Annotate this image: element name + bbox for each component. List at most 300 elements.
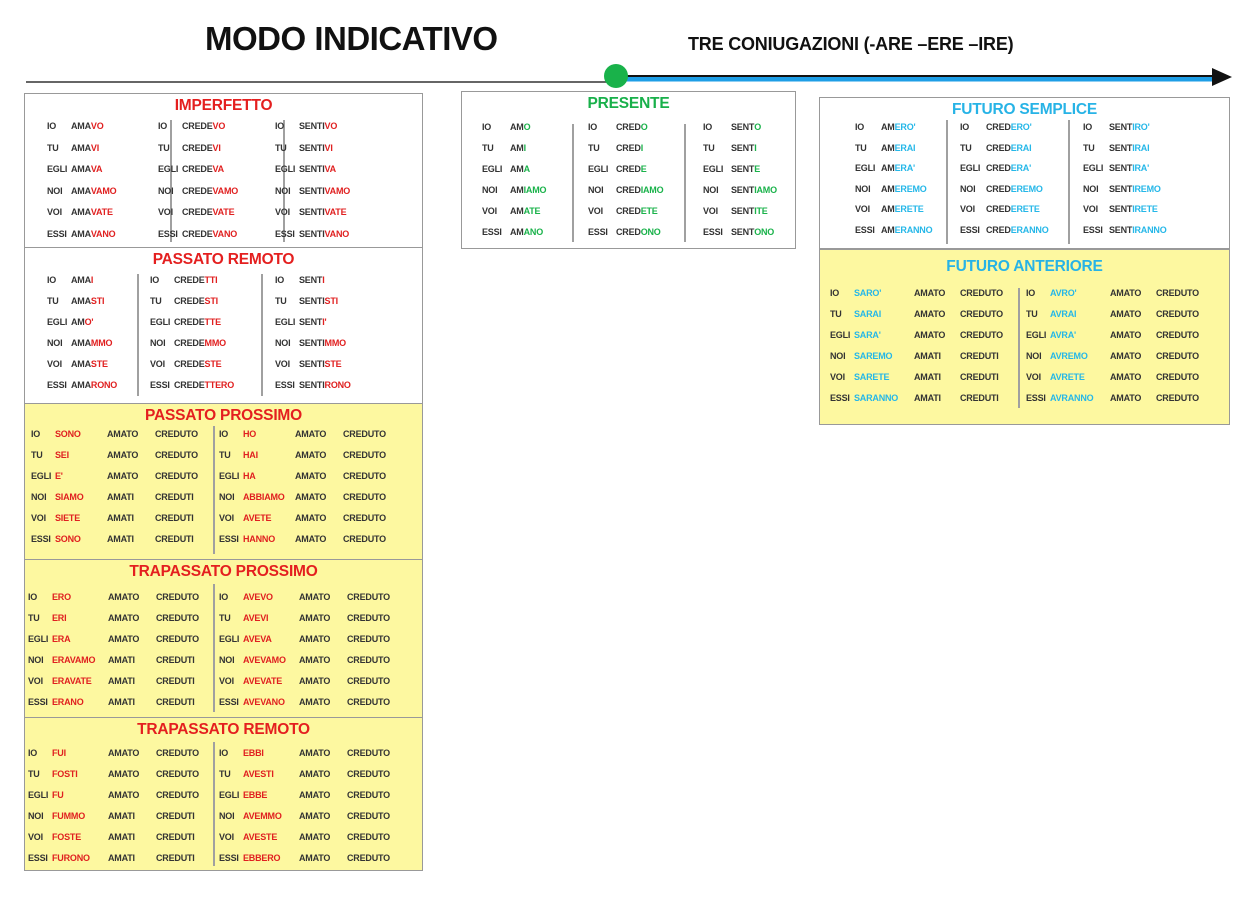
pronoun: ESSI — [219, 853, 239, 863]
verb-ending: ERA' — [1010, 163, 1032, 173]
conjugation-row — [588, 185, 663, 195]
conjugation-row — [150, 317, 221, 327]
conjugation-row — [1026, 309, 1199, 319]
verb-ending: ERO' — [894, 122, 916, 132]
verb-ending: ANO — [523, 227, 544, 237]
verb-ending: VAMO — [90, 185, 117, 196]
participle: AMATO — [108, 748, 140, 758]
verb-stem: CRED — [986, 224, 1011, 235]
imperfetto-box — [24, 93, 423, 248]
conjugation-row — [47, 164, 102, 174]
verb-ending: VANO — [90, 228, 116, 239]
pronoun: IO — [588, 122, 598, 132]
verb-ending: VA — [90, 164, 103, 174]
verb-ending: IREMO — [1132, 183, 1161, 194]
participle-alt: CREDUTO — [343, 429, 386, 439]
conjugation-row — [219, 534, 386, 544]
pronoun: ESSI — [588, 227, 608, 237]
pronoun: EGLI — [219, 634, 240, 644]
auxiliary-verb: SIETE — [55, 513, 81, 523]
conjugation-row — [47, 143, 99, 153]
verb-ending: VATE — [324, 207, 347, 217]
divider — [261, 274, 263, 396]
auxiliary-verb: FU — [52, 790, 64, 800]
participle: AMATO — [914, 330, 946, 340]
conjugation-row — [219, 853, 390, 863]
conjugation-row — [158, 186, 238, 196]
auxiliary-verb: ERO — [52, 592, 71, 602]
verb-stem: SENT — [1109, 122, 1133, 132]
pronoun: ESSI — [47, 228, 67, 239]
conjugation-row — [482, 122, 530, 132]
participle-alt: CREDUTO — [155, 471, 198, 481]
presente-box — [461, 91, 796, 249]
timeline-arrowhead — [1212, 68, 1232, 86]
pronoun: NOI — [219, 655, 235, 665]
pronoun: EGLI — [219, 790, 240, 800]
pronoun: ESSI — [1083, 224, 1103, 235]
conjugation-row — [28, 697, 195, 707]
participle: AMATO — [299, 613, 331, 623]
conjugation-row — [219, 811, 390, 821]
pronoun: IO — [47, 275, 57, 285]
passato-prossimo-title: PASSATO PROSSIMO — [145, 407, 302, 424]
verb-stem: AMA — [71, 296, 91, 306]
verb-stem: AM — [510, 185, 524, 195]
pronoun: VOI — [219, 676, 234, 686]
participle-alt: CREDUTO — [155, 450, 198, 460]
pronoun: VOI — [219, 832, 234, 842]
verb-stem: AM — [881, 183, 895, 194]
auxiliary-verb: ERI — [52, 613, 67, 623]
verb-stem: CRED — [986, 142, 1011, 153]
auxiliary-verb: SONO — [55, 429, 81, 439]
verb-ending: IRO' — [1132, 122, 1150, 132]
conjugation-row — [275, 186, 350, 196]
pronoun: TU — [47, 142, 59, 153]
pronoun: VOI — [1083, 204, 1098, 214]
conjugation-row — [588, 227, 661, 237]
verb-stem: AM — [510, 227, 524, 237]
pronoun: NOI — [28, 655, 44, 665]
verb-stem: AM — [510, 122, 524, 132]
pronoun: VOI — [31, 513, 46, 523]
conjugation-row — [31, 450, 198, 460]
auxiliary-verb: AVREMO — [1050, 351, 1088, 361]
verb-stem: SENTI — [299, 164, 325, 174]
auxiliary-verb: FUI — [52, 748, 66, 758]
auxiliary-verb: FUMMO — [52, 811, 85, 821]
verb-ending: VAMO — [212, 185, 239, 196]
participle-alt: CREDUTO — [347, 832, 390, 842]
conjugation-row — [275, 121, 337, 131]
pronoun: TU — [482, 143, 494, 153]
conjugation-row — [31, 492, 194, 502]
verb-ending: IAMO — [523, 185, 547, 195]
conjugation-row — [703, 206, 768, 216]
pronoun: NOI — [703, 185, 719, 195]
pronoun: IO — [219, 429, 229, 439]
conjugation-row — [219, 790, 390, 800]
auxiliary-verb: EBBE — [243, 790, 268, 800]
verb-ending: TTERO — [204, 380, 235, 390]
conjugation-row — [47, 338, 112, 348]
presente-title: PRESENTE — [587, 95, 670, 112]
participle: AMATI — [108, 655, 135, 665]
verb-ending: ERETE — [894, 204, 924, 214]
verb-stem: SENTI — [299, 380, 325, 390]
verb-stem: CREDE — [182, 228, 213, 239]
verb-stem: SENT — [731, 143, 755, 153]
verb-ending: STE — [324, 359, 342, 369]
auxiliary-verb: EBBERO — [243, 853, 281, 863]
participle-alt: CREDUTO — [343, 534, 386, 544]
imperfetto-title: IMPERFETTO — [174, 97, 273, 114]
verb-stem: CREDE — [174, 359, 205, 369]
participle-alt: CREDUTO — [156, 613, 199, 623]
verb-stem: SENTI — [299, 121, 325, 131]
pronoun: NOI — [855, 183, 871, 194]
participle-alt: CREDUTO — [343, 450, 386, 460]
conjugation-row — [31, 513, 194, 523]
verb-stem: CREDE — [182, 164, 213, 174]
participle: AMATO — [914, 288, 946, 298]
futuro-semplice-box — [819, 97, 1230, 249]
verb-stem: AMA — [71, 121, 91, 131]
verb-stem: SENT — [731, 206, 755, 216]
present-marker — [604, 64, 628, 88]
participle: AMATO — [299, 769, 331, 779]
participle: AMATO — [295, 429, 327, 439]
verb-ending: ERAI — [1010, 142, 1032, 153]
participle: AMATO — [107, 471, 139, 481]
auxiliary-verb: AVESTI — [243, 769, 274, 779]
pronoun: IO — [855, 122, 865, 132]
divider — [213, 426, 215, 554]
participle: AMATI — [108, 853, 135, 863]
conjugation-row — [150, 275, 217, 285]
pronoun: TU — [703, 143, 715, 153]
pronoun: NOI — [482, 185, 498, 195]
participle-alt: CREDUTI — [156, 832, 195, 842]
conjugation-row — [855, 163, 915, 173]
auxiliary-verb: AVEMMO — [243, 811, 282, 821]
conjugation-row — [47, 229, 115, 239]
conjugation-row — [275, 380, 351, 390]
conjugation-row — [960, 143, 1031, 153]
verb-stem: SENT — [299, 317, 323, 327]
verb-stem: AMA — [71, 275, 91, 285]
participle-alt: CREDUTO — [156, 634, 199, 644]
verb-ending: ONO — [640, 227, 661, 237]
conjugation-row — [158, 121, 225, 131]
verb-ending: O — [523, 122, 531, 132]
pronoun: TU — [219, 450, 231, 460]
auxiliary-verb: ABBIAMO — [243, 492, 285, 502]
pronoun: IO — [150, 275, 160, 285]
verb-ending: I — [523, 143, 526, 153]
pronoun: VOI — [275, 359, 290, 369]
participle: AMATO — [1110, 330, 1142, 340]
verb-stem: CREDE — [174, 380, 205, 390]
pronoun: NOI — [47, 338, 63, 348]
pronoun: VOI — [28, 676, 43, 686]
conjugation-row — [275, 229, 349, 239]
pronoun: ESSI — [855, 224, 875, 235]
conjugation-row — [275, 275, 325, 285]
pronoun: ESSI — [158, 228, 178, 239]
pronoun: ESSI — [150, 380, 170, 390]
participle: AMATI — [914, 351, 941, 361]
pronoun: NOI — [1026, 351, 1042, 361]
pronoun: IO — [1026, 288, 1036, 298]
pronoun: ESSI — [703, 227, 723, 237]
auxiliary-verb: AVEVO — [243, 592, 273, 602]
pronoun: TU — [47, 296, 59, 306]
verb-ending: VI — [90, 142, 100, 153]
pronoun: IO — [28, 592, 38, 602]
auxiliary-verb: HAI — [243, 450, 258, 460]
conjugation-row — [960, 184, 1043, 194]
pronoun: EGLI — [482, 164, 503, 174]
pronoun: VOI — [47, 359, 62, 369]
pronoun: TU — [28, 769, 40, 779]
auxiliary-verb: EBBI — [243, 748, 264, 758]
verb-ending: TTI — [204, 275, 218, 285]
verb-ending: VATE — [212, 207, 235, 217]
pronoun: NOI — [275, 338, 291, 348]
pronoun: EGLI — [47, 164, 68, 174]
participle: AMATO — [108, 592, 140, 602]
verb-stem: AMA — [71, 380, 91, 390]
verb-ending: VA — [212, 164, 224, 174]
pronoun: VOI — [703, 206, 718, 216]
pronoun: VOI — [588, 206, 603, 216]
verb-ending: STE — [204, 359, 222, 369]
auxiliary-verb: SARO' — [854, 288, 882, 298]
participle-alt: CREDUTO — [347, 790, 390, 800]
pronoun: NOI — [219, 811, 235, 821]
verb-stem: SENTI — [299, 207, 325, 217]
verb-stem: CRED — [616, 227, 641, 237]
conjugation-row — [855, 122, 915, 132]
divider — [283, 120, 285, 242]
participle-alt: CREDUTO — [343, 492, 386, 502]
pronoun: IO — [31, 429, 41, 439]
conjugation-row — [1083, 204, 1158, 214]
pronoun: NOI — [31, 492, 47, 502]
verb-stem: SENT — [1109, 204, 1133, 214]
participle-alt: CREDUTI — [960, 351, 999, 361]
conjugation-row — [275, 296, 338, 306]
conjugation-row — [1026, 330, 1199, 340]
conjugation-row — [275, 164, 336, 174]
participle: AMATO — [295, 471, 327, 481]
pronoun: IO — [1083, 122, 1093, 132]
pronoun: NOI — [28, 811, 44, 821]
verb-ending: MMO — [90, 338, 113, 348]
conjugation-row — [219, 513, 386, 523]
conjugation-row — [150, 338, 226, 348]
pronoun: VOI — [855, 204, 870, 214]
divider — [572, 124, 574, 242]
conjugation-row — [28, 853, 195, 863]
verb-ending: E — [640, 164, 647, 174]
verb-ending: VI — [212, 142, 221, 153]
verb-ending: VATE — [90, 207, 113, 217]
divider — [946, 120, 948, 244]
pronoun: VOI — [150, 359, 165, 369]
pronoun: VOI — [482, 206, 497, 216]
trapassato-prossimo-title: TRAPASSATO PROSSIMO — [129, 563, 318, 580]
participle: AMATO — [299, 634, 331, 644]
pronoun: TU — [28, 613, 40, 623]
conjugation-row — [960, 204, 1040, 214]
verb-ending: VO — [90, 121, 104, 131]
conjugation-row — [47, 296, 104, 306]
pronoun: VOI — [28, 832, 43, 842]
conjugation-row — [482, 227, 543, 237]
pronoun: ESSI — [28, 697, 48, 707]
auxiliary-verb: AVEVI — [243, 613, 269, 623]
pronoun: ESSI — [219, 534, 239, 544]
verb-ending: IRA' — [1132, 163, 1150, 173]
auxiliary-verb: AVEVA — [243, 634, 272, 644]
pronoun: EGLI — [275, 164, 296, 174]
verb-stem: CRED — [986, 163, 1011, 173]
participle-alt: CREDUTO — [155, 429, 198, 439]
participle-alt: CREDUTO — [347, 811, 390, 821]
pronoun: NOI — [275, 185, 291, 196]
conjugation-row — [219, 676, 390, 686]
verb-ending: STE — [90, 359, 108, 369]
conjugation-row — [31, 534, 194, 544]
pronoun: ESSI — [960, 224, 980, 235]
participle-alt: CREDUTO — [1156, 330, 1199, 340]
participle-alt: CREDUTO — [347, 655, 390, 665]
participle: AMATO — [108, 613, 140, 623]
verb-ending: IRANNO — [1132, 224, 1167, 235]
conjugation-row — [855, 204, 924, 214]
verb-stem: AMA — [71, 359, 91, 369]
auxiliary-verb: SARA' — [854, 330, 881, 340]
verb-ending: I — [754, 143, 757, 153]
participle-alt: CREDUTO — [343, 513, 386, 523]
auxiliary-verb: AVRAI — [1050, 309, 1077, 319]
participle: AMATO — [299, 592, 331, 602]
verb-stem: CREDE — [182, 121, 213, 131]
conjugation-row — [1083, 225, 1167, 235]
pronoun: NOI — [960, 183, 976, 194]
participle: AMATI — [107, 492, 134, 502]
pronoun: EGLI — [28, 790, 49, 800]
participle: AMATO — [107, 450, 139, 460]
verb-stem: AM — [881, 142, 895, 153]
auxiliary-verb: AVRA' — [1050, 330, 1076, 340]
conjugation-row — [28, 655, 195, 665]
participle-alt: CREDUTI — [156, 811, 195, 821]
pronoun: NOI — [588, 185, 604, 195]
verb-ending: IAMO — [640, 185, 664, 195]
participle-alt: CREDUTI — [155, 513, 194, 523]
participle: AMATO — [299, 832, 331, 842]
conjugation-row — [482, 164, 530, 174]
auxiliary-verb: ERAVAMO — [52, 655, 96, 665]
auxiliary-verb: HO — [243, 429, 257, 439]
verb-stem: AM — [881, 122, 895, 132]
pronoun: IO — [960, 122, 970, 132]
auxiliary-verb: FOSTE — [52, 832, 82, 842]
verb-ending: O' — [84, 317, 94, 327]
conjugation-row — [47, 121, 104, 131]
pronoun: EGLI — [588, 164, 609, 174]
participle-alt: CREDUTI — [156, 697, 195, 707]
pronoun: VOI — [960, 204, 975, 214]
auxiliary-verb: SARAI — [854, 309, 882, 319]
verb-ending: I — [640, 143, 644, 153]
verb-stem: AM — [881, 163, 895, 173]
pronoun: TU — [588, 143, 600, 153]
participle-alt: CREDUTO — [1156, 393, 1199, 403]
conjugation-row — [275, 338, 346, 348]
participle: AMATO — [295, 492, 327, 502]
conjugation-row — [703, 227, 774, 237]
futuro-semplice-title: FUTURO SEMPLICE — [951, 101, 1098, 118]
participle: AMATO — [295, 513, 327, 523]
verb-ending: ATE — [523, 206, 541, 216]
verb-ending: VANO — [324, 228, 350, 239]
pronoun: ESSI — [482, 227, 502, 237]
participle: AMATO — [108, 634, 140, 644]
verb-stem: CREDE — [182, 207, 213, 217]
conjugation-row — [703, 164, 760, 174]
conjugation-row — [275, 207, 346, 217]
verb-ending: ERANNO — [1010, 224, 1049, 235]
conjugation-row — [830, 372, 999, 382]
participle-alt: CREDUTI — [960, 372, 999, 382]
participle: AMATO — [299, 790, 331, 800]
participle-alt: CREDUTO — [156, 790, 199, 800]
conjugation-row — [219, 450, 386, 460]
verb-ending: ITE — [754, 206, 768, 216]
verb-stem: AM — [881, 204, 895, 214]
verb-ending: EREMO — [1010, 183, 1043, 194]
participle-alt: CREDUTO — [156, 748, 199, 758]
conjugation-row — [158, 229, 237, 239]
verb-stem: SENTI — [299, 228, 325, 239]
verb-stem: CREDE — [174, 317, 205, 327]
pronoun: EGLI — [31, 471, 52, 481]
pronoun: EGLI — [150, 317, 171, 327]
conjugation-row — [219, 769, 390, 779]
participle-alt: CREDUTO — [347, 676, 390, 686]
conjugation-row — [28, 811, 195, 821]
verb-stem: AMA — [71, 164, 91, 174]
pronoun: ESSI — [1026, 393, 1046, 403]
conjugation-row — [830, 393, 999, 403]
participle: AMATO — [299, 676, 331, 686]
pronoun: IO — [47, 121, 57, 131]
verb-ending: VO — [212, 121, 226, 131]
pronoun: NOI — [1083, 183, 1099, 194]
pronoun: TU — [830, 309, 842, 319]
verb-stem: CREDE — [174, 296, 205, 306]
pronoun: IO — [219, 748, 229, 758]
auxiliary-verb: E' — [55, 471, 63, 481]
verb-ending: I — [322, 275, 325, 285]
divider — [684, 124, 686, 242]
pronoun: TU — [1026, 309, 1038, 319]
